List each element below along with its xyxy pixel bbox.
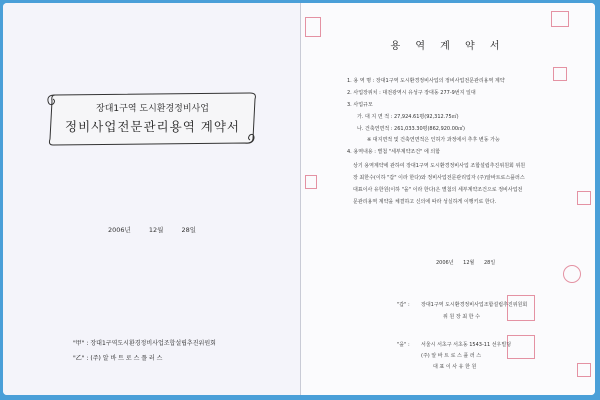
contract-body-line: 상기 용역계약에 관하여 장대1구역 도시환경정비사업 조합설립추진위원회 위원 bbox=[353, 163, 526, 169]
cover-page bbox=[3, 3, 301, 395]
contract-date-month: 12월 bbox=[463, 260, 475, 266]
seal-stamp bbox=[553, 67, 567, 81]
seal-stamp bbox=[507, 335, 535, 359]
cover-subtitle: 장대1구역 도시환경정비사업 bbox=[96, 104, 209, 114]
sign-a-org: 장대1구역 도시환경정비사업조합설립추진위원회 bbox=[421, 302, 528, 308]
party-a-name: 장대1구역도시환경정비사업조합설립추진위원회 bbox=[90, 340, 216, 347]
contract-item: ※ 대지면적 및 건축연면적은 인허가 과정에서 추후 변동 가능 bbox=[367, 137, 500, 143]
sign-b-role: 대 표 이 사 유 한 원 bbox=[433, 364, 477, 370]
contract-item: 3. 사업규모 bbox=[347, 102, 373, 108]
contract-body bbox=[353, 160, 559, 208]
seal-stamp bbox=[305, 175, 317, 189]
contract-item: 나. 건축연면적 : 261,033.30평(862,920.00㎡) bbox=[357, 126, 466, 132]
party-a-label: "甲" : bbox=[73, 340, 89, 347]
sign-b-address: 서울시 서초구 서초동 1543-11 선우빌딩 bbox=[421, 342, 512, 348]
contract-body-line: 문관리용역 계약을 체결하고 신의에 따라 성실하게 이행키로 한다. bbox=[353, 199, 497, 205]
contract-item: 2. 사업장위치 : 대전광역시 유성구 장대동 277-9번지 일대 bbox=[347, 90, 476, 96]
party-b-name: (주) 알 바 트 로 스 플 러 스 bbox=[90, 355, 163, 362]
party-b-line bbox=[73, 353, 162, 362]
sign-a-role: 위 원 장 최 한 수 bbox=[443, 314, 480, 320]
contract-date-year: 2006년 bbox=[436, 260, 454, 266]
contract-item: 4. 용역내용 : 별첨 "세부계약조건" 에 의함 bbox=[347, 149, 441, 155]
seal-stamp bbox=[551, 11, 569, 27]
seal-stamp bbox=[577, 363, 591, 377]
sign-b-org: (주) 알 바 트 로 스 플 러 스 bbox=[421, 353, 482, 359]
seal-stamp bbox=[563, 265, 581, 283]
sign-b-label: "을" : bbox=[397, 342, 410, 348]
party-a-line bbox=[73, 338, 216, 347]
contract-page bbox=[301, 3, 595, 395]
seal-stamp bbox=[305, 17, 321, 37]
seal-stamp bbox=[507, 295, 535, 321]
sign-a-label: "갑" : bbox=[397, 302, 410, 308]
document-viewer bbox=[3, 3, 595, 395]
contract-date bbox=[436, 259, 503, 266]
cover-title: 정비사업전문관리용역 계약서 bbox=[65, 119, 240, 134]
contract-title: 용 역 계 약 서 bbox=[390, 41, 506, 52]
contract-item: 1. 용 역 명 : 장대1구역 도시환경정비사업의 정비사업전문관리용역 계약 bbox=[347, 78, 505, 84]
contract-body-line: 장 최한수(이하 "갑" 이라 한다)와 정비사업전문관리업자 (주)알바트로스플러스 bbox=[353, 175, 525, 181]
contract-date-day: 28일 bbox=[483, 260, 496, 266]
party-b-label: "乙" : bbox=[73, 355, 89, 362]
title-scroll bbox=[45, 89, 260, 147]
seal-stamp bbox=[577, 191, 591, 205]
contract-body-line: 대표이사 유한원(이하 "을" 이라 한다)은 별첨의 세부계약조건으로 정비사업전 bbox=[353, 187, 523, 193]
contract-item: 가. 대 지 면 적 : 27,924.61평(92,312.75㎡) bbox=[357, 114, 459, 120]
cover-date-month: 12월 bbox=[148, 226, 164, 234]
cover-date bbox=[3, 225, 301, 234]
cover-date-year: 2006년 bbox=[107, 226, 131, 234]
cover-date-day: 28일 bbox=[181, 226, 197, 234]
